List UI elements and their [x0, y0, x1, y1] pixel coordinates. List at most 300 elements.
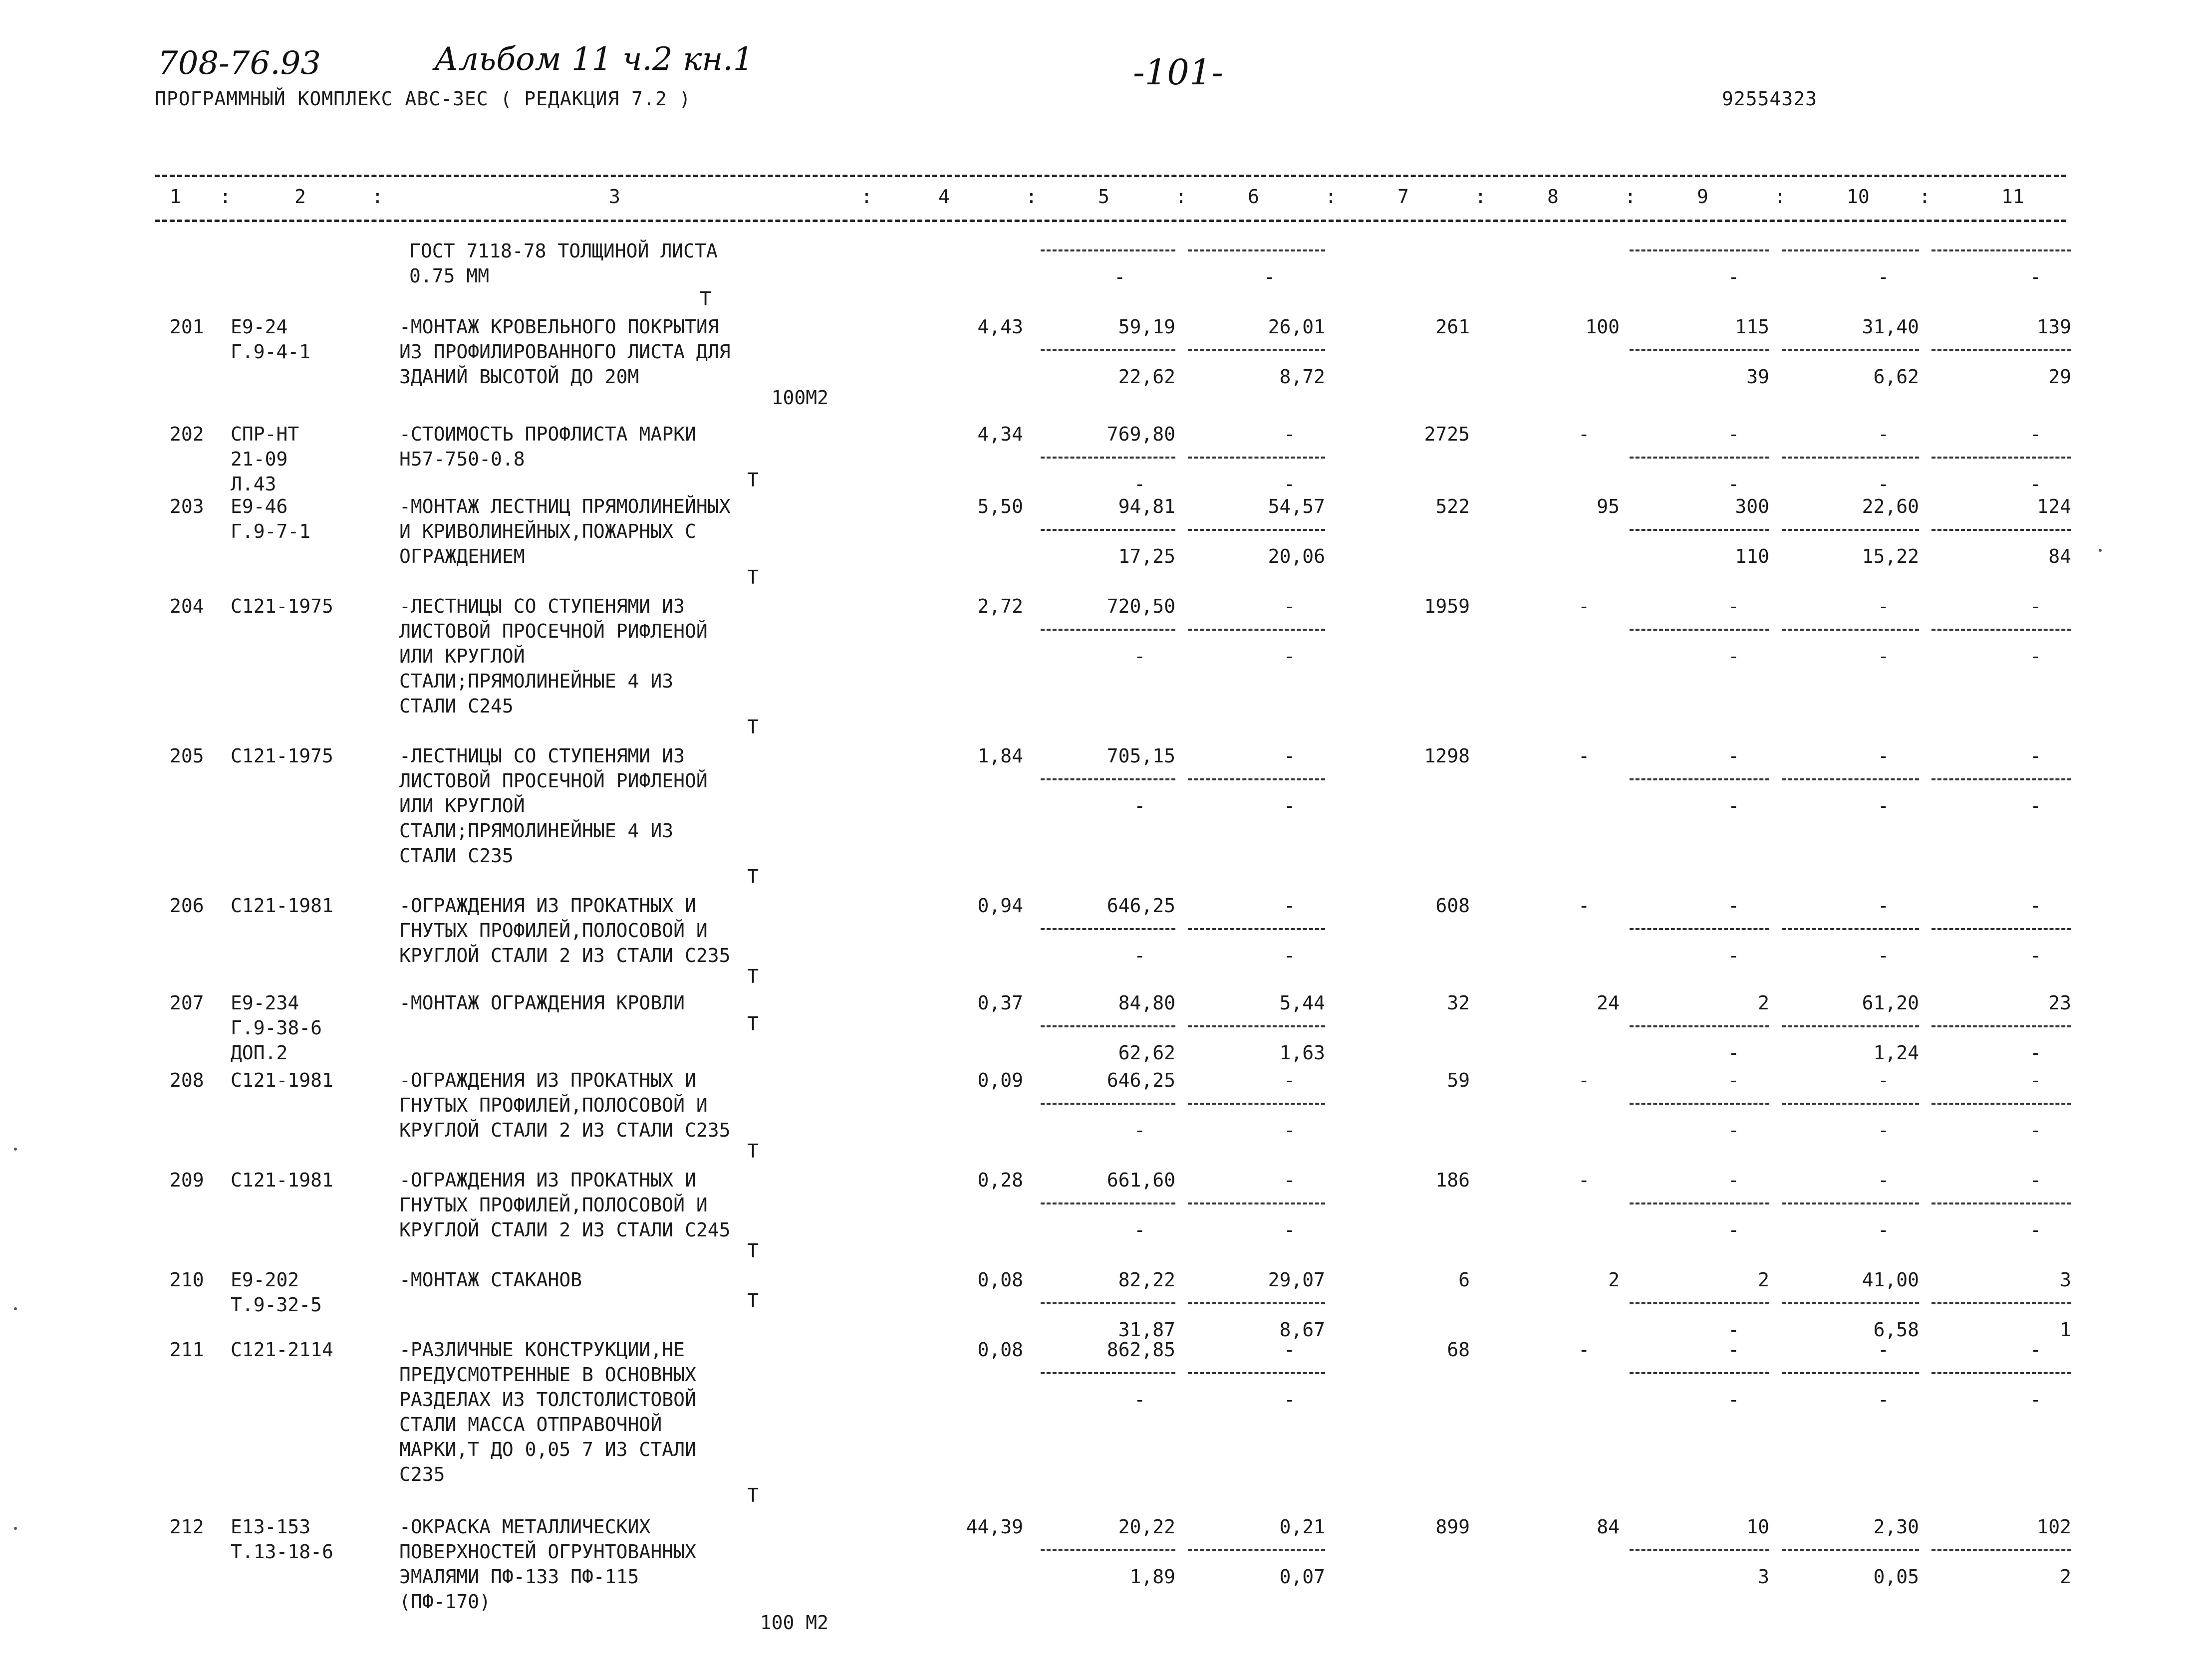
- subtotal-divider: [1932, 1372, 2071, 1374]
- row-col-8: 84: [1597, 1516, 1620, 1538]
- subtotal-divider: [1041, 457, 1175, 459]
- row-code: Л.43: [231, 473, 276, 495]
- row-col-11: -: [2030, 595, 2041, 617]
- program-title: ПРОГРАММНЫЙ КОМПЛЕКС АВС-3ЕС ( РЕДАКЦИЯ 7.2 ): [155, 88, 691, 110]
- doc-code-handwritten: 708-76.93: [158, 45, 321, 82]
- row-col-5: 705,15: [1106, 745, 1175, 767]
- row-sub-col-11: -: [2030, 1042, 2041, 1064]
- row-description-line: -ОГРАЖДЕНИЯ ИЗ ПРОКАТНЫХ И: [399, 1069, 696, 1091]
- subtotal-divider: [1782, 1202, 1919, 1204]
- column-header-1: 1: [170, 186, 181, 208]
- row-col-10: -: [1878, 1069, 1889, 1091]
- row-col-11: -: [2030, 745, 2041, 767]
- row-col-5: 862,85: [1106, 1339, 1175, 1361]
- row-col-10: -: [1878, 423, 1889, 445]
- row-code: Г.9-38-6: [231, 1017, 322, 1039]
- row-unit: Т: [747, 866, 759, 888]
- row-sub-col-6: 20,06: [1268, 545, 1325, 567]
- row-unit: Т: [747, 566, 759, 588]
- subtotal-divider: [1041, 629, 1175, 631]
- row-description-line: (ПФ-170): [399, 1591, 491, 1613]
- subtotal-divider: [1782, 928, 1919, 930]
- column-header-6: 6: [1248, 186, 1259, 208]
- row-unit: Т: [747, 1013, 759, 1035]
- subtotal-divider: [1041, 1372, 1175, 1374]
- subtotal-divider: [1188, 529, 1325, 531]
- row-col-6: -: [1284, 1169, 1295, 1191]
- row-unit: Т: [747, 1240, 759, 1262]
- row-col-11: 3: [2060, 1269, 2071, 1291]
- row-col-4: 0,94: [977, 895, 1023, 917]
- row-col-7: 261: [1435, 316, 1470, 338]
- row-description-line: ЭМАЛЯМИ ПФ-133 ПФ-115: [399, 1566, 639, 1588]
- row-col-8: -: [1578, 423, 1590, 445]
- subtotal-divider: [1188, 457, 1325, 459]
- subtotal-divider: [1630, 778, 1769, 780]
- row-sub-col-6: 8,67: [1279, 1319, 1325, 1341]
- row-code: Е9-46: [231, 495, 288, 517]
- row-col-9: -: [1728, 423, 1739, 445]
- row-col-4: 1,84: [977, 745, 1023, 767]
- row-number: 212: [170, 1516, 204, 1538]
- row-col-9: -: [1728, 895, 1739, 917]
- row-col-5: 661,60: [1106, 1169, 1175, 1191]
- row-col-5: 20,22: [1118, 1516, 1175, 1538]
- row-description-line: -РАЗЛИЧНЫЕ КОНСТРУКЦИИ,НЕ: [399, 1339, 685, 1361]
- subtotal-divider: [1188, 1103, 1325, 1105]
- row-col-4: 4,34: [977, 423, 1023, 445]
- subtotal-divider: [1188, 629, 1325, 631]
- row-sub-col-6: -: [1284, 945, 1295, 966]
- table-header-rule: [155, 220, 2066, 222]
- row-code: С121-1975: [231, 745, 333, 767]
- subtotal-divider: [1041, 529, 1175, 531]
- row-col-9: 115: [1735, 316, 1769, 338]
- row-sub-col-11: -: [2030, 1219, 2041, 1241]
- row-sub-col-6: -: [1284, 645, 1295, 667]
- column-separator: :: [861, 186, 872, 208]
- row-unit: 100М2: [771, 387, 829, 409]
- row-sub-col-10: -: [1878, 1119, 1889, 1141]
- row-sub-col-5: 1,89: [1129, 1566, 1175, 1588]
- row-sub-col-10: 0,05: [1873, 1566, 1919, 1588]
- row-sub-col-11: 2: [2060, 1566, 2071, 1588]
- column-header-7: 7: [1397, 186, 1409, 208]
- row-unit: Т: [747, 1140, 759, 1162]
- row-description-line: СТАЛИ С245: [399, 695, 514, 717]
- row-description-line: -СТОИМОСТЬ ПРОФЛИСТА МАРКИ: [399, 423, 696, 445]
- column-separator: :: [1774, 186, 1786, 208]
- row-col-11: -: [2030, 423, 2041, 445]
- row-col-6: 54,57: [1268, 495, 1325, 517]
- row-code: Т.13-18-6: [231, 1541, 333, 1563]
- row-sub-col-9: 3: [1758, 1566, 1769, 1588]
- column-separator: :: [1325, 186, 1337, 208]
- row-col-4: 44,39: [966, 1516, 1023, 1538]
- row-sub-col-10: -: [1878, 1219, 1889, 1241]
- row-col-7: 522: [1435, 495, 1470, 517]
- row-sub-col-11: 84: [2048, 545, 2071, 567]
- row-sub-col-10: -: [1878, 795, 1889, 817]
- row-sub-col-6: 0,07: [1279, 1566, 1325, 1588]
- row-sub-col-9: 110: [1735, 545, 1769, 567]
- row-col-7: 68: [1447, 1339, 1470, 1361]
- row-description-line: СТАЛИ;ПРЯМОЛИНЕЙНЫЕ 4 ИЗ: [399, 820, 674, 842]
- page-number-handwritten: -101-: [1133, 52, 1223, 93]
- row-number: 205: [170, 745, 204, 767]
- subtotal-divider: [1630, 529, 1769, 531]
- row-sub-col-10: 1,24: [1873, 1042, 1919, 1064]
- row-col-7: 186: [1435, 1169, 1470, 1191]
- row-sub-col-10: -: [1878, 266, 1889, 288]
- row-col-6: 29,07: [1268, 1269, 1325, 1291]
- row-sub-col-11: 29: [2048, 366, 2071, 388]
- column-header-10: 10: [1847, 186, 1870, 208]
- subtotal-divider: [1188, 1202, 1325, 1204]
- row-col-4: 2,72: [977, 595, 1023, 617]
- row-description-line: ГНУТЫХ ПРОФИЛЕЙ,ПОЛОСОВОЙ И: [399, 920, 708, 942]
- row-sub-col-9: -: [1728, 795, 1739, 817]
- row-description-line: ОГРАЖДЕНИЕМ: [399, 545, 525, 567]
- row-sub-col-9: -: [1728, 1389, 1739, 1411]
- row-col-10: -: [1878, 895, 1889, 917]
- row-sub-col-5: -: [1134, 645, 1145, 667]
- row-description-line: -ОГРАЖДЕНИЯ ИЗ ПРОКАТНЫХ И: [399, 1169, 696, 1191]
- row-col-10: 31,40: [1862, 316, 1919, 338]
- row-col-9: -: [1728, 1069, 1739, 1091]
- row-description-line: ЛИСТОВОЙ ПРОСЕЧНОЙ РИФЛЕНОЙ: [399, 620, 708, 642]
- subtotal-divider: [1782, 349, 1919, 351]
- row-col-7: 1959: [1424, 595, 1470, 617]
- column-header-9: 9: [1697, 186, 1708, 208]
- scan-dot: [2099, 549, 2102, 552]
- row-sub-col-9: 39: [1746, 366, 1769, 388]
- subtotal-divider: [1782, 1549, 1919, 1551]
- row-sub-col-6: -: [1284, 1389, 1295, 1411]
- row-number: 203: [170, 495, 204, 517]
- row-col-4: 0,09: [977, 1069, 1023, 1091]
- row-col-4: 0,28: [977, 1169, 1023, 1191]
- row-sub-col-5: -: [1134, 945, 1145, 966]
- row-unit: Т: [747, 965, 759, 987]
- row-sub-col-9: -: [1728, 645, 1739, 667]
- subtotal-divider: [1630, 349, 1769, 351]
- row-col-6: -: [1284, 595, 1295, 617]
- row-code: Г.9-4-1: [231, 341, 311, 363]
- row-col-7: 59: [1447, 1069, 1470, 1091]
- row-sub-col-11: -: [2030, 266, 2041, 288]
- row-sub-col-5: -: [1114, 266, 1125, 288]
- scan-dot: [14, 1148, 17, 1151]
- row-number: 211: [170, 1339, 204, 1361]
- subtotal-divider: [1630, 1202, 1769, 1204]
- row-col-4: 4,43: [977, 316, 1023, 338]
- row-description-line: ИЛИ КРУГЛОЙ: [399, 645, 525, 667]
- row-sub-col-10: 15,22: [1862, 545, 1919, 567]
- row-sub-col-6: 8,72: [1279, 366, 1325, 388]
- column-separator: :: [1026, 186, 1037, 208]
- subtotal-divider: [1188, 778, 1325, 780]
- row-number: 207: [170, 992, 204, 1014]
- row-col-7: 608: [1435, 895, 1470, 917]
- row-col-11: -: [2030, 895, 2041, 917]
- row-code: Е13-153: [231, 1516, 311, 1538]
- column-separator: :: [1175, 186, 1187, 208]
- row-col-8: 100: [1585, 316, 1620, 338]
- subtotal-divider: [1041, 778, 1175, 780]
- row-sub-col-5: -: [1134, 1119, 1145, 1141]
- row-sub-col-10: 6,62: [1873, 366, 1919, 388]
- row-col-6: -: [1284, 423, 1295, 445]
- row-col-5: 84,80: [1118, 992, 1175, 1014]
- row-description-line: ГНУТЫХ ПРОФИЛЕЙ,ПОЛОСОВОЙ И: [399, 1194, 708, 1216]
- row-code: С121-1981: [231, 1169, 333, 1191]
- row-col-5: 94,81: [1118, 495, 1175, 517]
- row-col-6: 26,01: [1268, 316, 1325, 338]
- row-col-7: 899: [1435, 1516, 1470, 1538]
- row-col-5: 646,25: [1106, 895, 1175, 917]
- row-col-10: 41,00: [1862, 1269, 1919, 1291]
- row-col-11: -: [2030, 1169, 2041, 1191]
- row-col-9: 2: [1758, 992, 1769, 1014]
- row-col-4: 0,08: [977, 1269, 1023, 1291]
- row-unit: Т: [747, 469, 759, 491]
- row-description-line: ИЛИ КРУГЛОЙ: [399, 795, 525, 817]
- row-sub-col-11: -: [2030, 1389, 2041, 1411]
- row-col-6: 5,44: [1279, 992, 1325, 1014]
- subtotal-divider: [1630, 1549, 1769, 1551]
- row-col-6: -: [1284, 1339, 1295, 1361]
- row-number: 204: [170, 595, 204, 617]
- row-sub-col-5: 22,62: [1118, 366, 1175, 388]
- subtotal-divider: [1932, 1302, 2071, 1304]
- subtotal-divider: [1630, 1103, 1769, 1105]
- row-description-line: МАРКИ,Т ДО 0,05 7 ИЗ СТАЛИ: [399, 1439, 696, 1460]
- row-col-10: 22,60: [1862, 495, 1919, 517]
- subtotal-divider: [1041, 249, 1175, 251]
- subtotal-divider: [1932, 529, 2071, 531]
- row-sub-col-9: -: [1728, 1319, 1739, 1341]
- subtotal-divider: [1932, 928, 2071, 930]
- subtotal-divider: [1932, 778, 2071, 780]
- subtotal-divider: [1041, 1025, 1175, 1027]
- row-description-line: С235: [399, 1463, 445, 1485]
- row-sub-col-5: 31,87: [1118, 1319, 1175, 1341]
- row-number: 206: [170, 895, 204, 917]
- row-col-8: -: [1578, 595, 1590, 617]
- subtotal-divider: [1630, 1025, 1769, 1027]
- row-sub-col-10: 6,58: [1873, 1319, 1919, 1341]
- row-col-11: 23: [2048, 992, 2071, 1014]
- row-sub-col-11: -: [2030, 1119, 2041, 1141]
- subtotal-divider: [1932, 1202, 2071, 1204]
- subtotal-divider: [1782, 529, 1919, 531]
- column-header-11: 11: [2001, 186, 2024, 208]
- row-col-11: -: [2030, 1069, 2041, 1091]
- subtotal-divider: [1932, 1025, 2071, 1027]
- row-description-line: -МОНТАЖ КРОВЕЛЬНОГО ПОКРЫТИЯ: [399, 316, 719, 338]
- subtotal-divider: [1041, 1549, 1175, 1551]
- row-sub-col-6: 1,63: [1279, 1042, 1325, 1064]
- row-sub-col-6: -: [1284, 1119, 1295, 1141]
- row-col-8: -: [1578, 745, 1590, 767]
- row-description-line: КРУГЛОЙ СТАЛИ 2 ИЗ СТАЛИ С235: [399, 945, 731, 966]
- column-separator: :: [220, 186, 231, 208]
- row-col-11: 124: [2037, 495, 2071, 517]
- subtotal-divider: [1782, 778, 1919, 780]
- row-sub-col-9: -: [1728, 473, 1739, 495]
- row-description-line: -ОКРАСКА МЕТАЛЛИЧЕСКИХ: [399, 1516, 651, 1538]
- column-header-5: 5: [1098, 186, 1109, 208]
- row-col-5: 59,19: [1118, 316, 1175, 338]
- subtotal-divider: [1630, 249, 1769, 251]
- row-col-5: 646,25: [1106, 1069, 1175, 1091]
- row-unit: Т: [747, 1290, 759, 1312]
- row-sub-col-11: -: [2030, 645, 2041, 667]
- row-description-line: 0.75 ММ: [409, 265, 490, 287]
- row-col-7: 2725: [1424, 423, 1470, 445]
- row-code: С121-1981: [231, 895, 333, 917]
- row-sub-col-11: -: [2030, 473, 2041, 495]
- scan-dot: [14, 1307, 17, 1310]
- column-header-4: 4: [938, 186, 950, 208]
- column-header-3: 3: [609, 186, 620, 208]
- subtotal-divider: [1932, 1549, 2071, 1551]
- row-unit: Т: [747, 716, 759, 738]
- row-sub-col-5: -: [1134, 1219, 1145, 1241]
- row-sub-col-6: -: [1264, 266, 1275, 288]
- row-code: С121-2114: [231, 1339, 333, 1361]
- subtotal-divider: [1782, 1103, 1919, 1105]
- subtotal-divider: [1782, 249, 1919, 251]
- row-sub-col-11: -: [2030, 795, 2041, 817]
- subtotal-divider: [1188, 349, 1325, 351]
- row-sub-col-11: 1: [2060, 1319, 2071, 1341]
- subtotal-divider: [1932, 349, 2071, 351]
- subtotal-divider: [1188, 1025, 1325, 1027]
- row-sub-col-10: -: [1878, 945, 1889, 966]
- row-col-6: -: [1284, 895, 1295, 917]
- row-description-line: ЗДАНИЙ ВЫСОТОЙ ДО 20М: [399, 366, 639, 388]
- row-col-8: -: [1578, 1069, 1590, 1091]
- row-description-line: СТАЛИ;ПРЯМОЛИНЕЙНЫЕ 4 ИЗ: [399, 670, 674, 692]
- row-description-line: -ЛЕСТНИЦЫ СО СТУПЕНЯМИ ИЗ: [399, 595, 685, 617]
- row-col-9: 2: [1758, 1269, 1769, 1291]
- row-col-4: 0,08: [977, 1339, 1023, 1361]
- row-col-7: 32: [1447, 992, 1470, 1014]
- row-col-9: -: [1728, 1169, 1739, 1191]
- row-number: 208: [170, 1069, 204, 1091]
- row-description-line: ПРЕДУСМОТРЕННЫЕ В ОСНОВНЫХ: [399, 1364, 696, 1386]
- row-col-7: 6: [1458, 1269, 1470, 1291]
- row-sub-col-9: -: [1728, 1042, 1739, 1064]
- column-header-8: 8: [1547, 186, 1559, 208]
- subtotal-divider: [1630, 1372, 1769, 1374]
- subtotal-divider: [1188, 928, 1325, 930]
- row-col-6: 0,21: [1279, 1516, 1325, 1538]
- row-number: 209: [170, 1169, 204, 1191]
- row-description-line: Н57-750-0.8: [399, 448, 525, 470]
- row-col-8: -: [1578, 1339, 1590, 1361]
- subtotal-divider: [1041, 1302, 1175, 1304]
- row-description-line: КРУГЛОЙ СТАЛИ 2 ИЗ СТАЛИ С245: [399, 1219, 731, 1241]
- row-sub-col-11: -: [2030, 945, 2041, 966]
- row-description-line: РАЗДЕЛАХ ИЗ ТОЛСТОЛИСТОВОЙ: [399, 1389, 696, 1411]
- row-col-10: -: [1878, 1339, 1889, 1361]
- row-col-11: -: [2030, 1339, 2041, 1361]
- row-code: С121-1975: [231, 595, 333, 617]
- row-description-line: -МОНТАЖ СТАКАНОВ: [399, 1269, 582, 1291]
- subtotal-divider: [1041, 928, 1175, 930]
- row-description-line: -ЛЕСТНИЦЫ СО СТУПЕНЯМИ ИЗ: [399, 745, 685, 767]
- subtotal-divider: [1932, 249, 2071, 251]
- row-sub-col-9: -: [1728, 945, 1739, 966]
- row-sub-col-6: -: [1284, 795, 1295, 817]
- row-col-8: -: [1578, 1169, 1590, 1191]
- column-header-2: 2: [294, 186, 306, 208]
- subtotal-divider: [1041, 1202, 1175, 1204]
- row-number: 210: [170, 1269, 204, 1291]
- subtotal-divider: [1932, 457, 2071, 459]
- row-col-8: 95: [1597, 495, 1620, 517]
- row-col-5: 82,22: [1118, 1269, 1175, 1291]
- row-col-10: -: [1878, 1169, 1889, 1191]
- album-handwritten: Альбом 11 ч.2 кн.1: [434, 41, 754, 78]
- subtotal-divider: [1782, 1372, 1919, 1374]
- row-col-5: 769,80: [1106, 423, 1175, 445]
- subtotal-divider: [1188, 1302, 1325, 1304]
- subtotal-divider: [1932, 629, 2071, 631]
- row-col-10: -: [1878, 745, 1889, 767]
- row-col-8: 24: [1597, 992, 1620, 1014]
- row-sub-col-9: -: [1728, 1119, 1739, 1141]
- subtotal-divider: [1630, 629, 1769, 631]
- row-description-line: ГОСТ 7118-78 ТОЛЩИНОЙ ЛИСТА: [409, 240, 718, 262]
- row-sub-col-10: -: [1878, 1389, 1889, 1411]
- row-col-4: 5,50: [977, 495, 1023, 517]
- row-description-line: ГНУТЫХ ПРОФИЛЕЙ,ПОЛОСОВОЙ И: [399, 1094, 708, 1116]
- subtotal-divider: [1630, 928, 1769, 930]
- row-sub-col-9: -: [1728, 1219, 1739, 1241]
- row-code: Е9-202: [231, 1269, 299, 1291]
- row-code: 21-09: [231, 448, 288, 470]
- row-description-line: ИЗ ПРОФИЛИРОВАННОГО ЛИСТА ДЛЯ: [399, 341, 731, 363]
- row-col-6: -: [1284, 1069, 1295, 1091]
- row-col-11: 102: [2037, 1516, 2071, 1538]
- row-sub-col-5: 17,25: [1118, 545, 1175, 567]
- row-sub-col-6: -: [1284, 473, 1295, 495]
- row-description-line: -МОНТАЖ ОГРАЖДЕНИЯ КРОВЛИ: [399, 992, 685, 1014]
- subtotal-divider: [1188, 1372, 1325, 1374]
- row-code: Г.9-7-1: [231, 520, 311, 542]
- row-code: Е9-24: [231, 316, 288, 338]
- row-number: 202: [170, 423, 204, 445]
- row-description-line: СТАЛИ С235: [399, 845, 514, 867]
- row-description-line: ЛИСТОВОЙ ПРОСЕЧНОЙ РИФЛЕНОЙ: [399, 770, 708, 792]
- subtotal-divider: [1782, 1302, 1919, 1304]
- row-sub-col-10: -: [1878, 473, 1889, 495]
- row-description-line: -МОНТАЖ ЛЕСТНИЦ ПРЯМОЛИНЕЙНЫХ: [399, 495, 731, 517]
- subtotal-divider: [1188, 1549, 1325, 1551]
- row-col-7: 1298: [1424, 745, 1470, 767]
- subtotal-divider: [1932, 1103, 2071, 1105]
- row-code: ДОП.2: [231, 1042, 288, 1064]
- row-col-6: -: [1284, 745, 1295, 767]
- row-sub-col-5: -: [1134, 795, 1145, 817]
- row-col-5: 720,50: [1106, 595, 1175, 617]
- row-description-line: ПОВЕРХНОСТЕЙ ОГРУНТОВАННЫХ: [399, 1541, 696, 1563]
- row-code: С121-1981: [231, 1069, 333, 1091]
